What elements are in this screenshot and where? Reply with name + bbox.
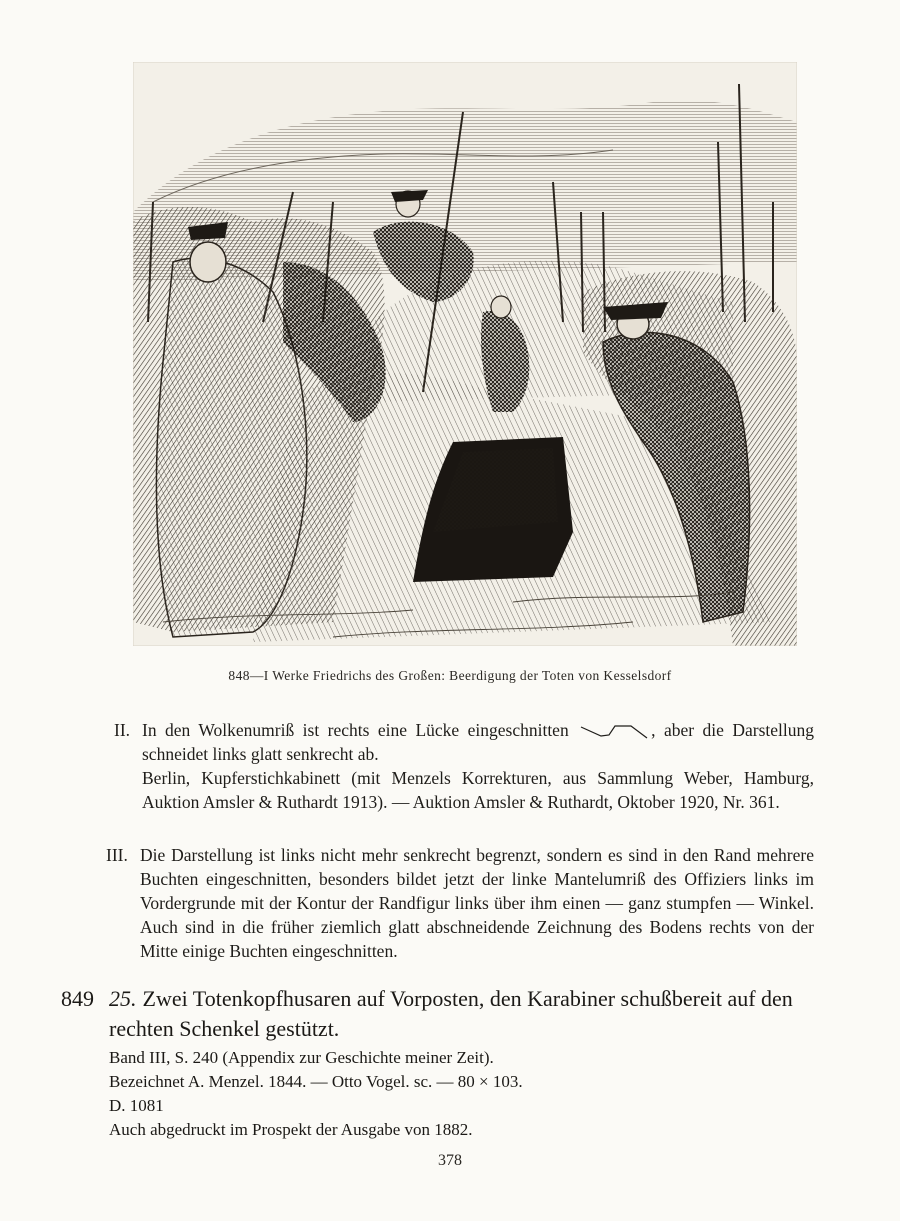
entry-title: Zwei Totenkopfhusaren auf Vorposten, den Karabiner schußbereit auf den rechten Schenkel gestützt. bbox=[109, 986, 793, 1041]
catalogue-entry-849 bbox=[61, 984, 821, 1142]
state-ii-text-before: In den Wolkenumriß ist rechts eine Lücke eingeschnitten bbox=[142, 720, 569, 740]
cloud-notch-symbol-icon bbox=[579, 724, 649, 740]
state-ii-provenance: Berlin, Kupferstichkabinett (mit Menzels Korrekturen, aus Sammlung Weber, Hamburg, Auktion Amsler & Ruthardt 1913). — Auktion Amsler & Ruthardt, Oktober 1920, Nr. 361. bbox=[142, 768, 814, 812]
state-ii-numeral: II. bbox=[114, 720, 131, 740]
entry-line: Bezeichnet A. Menzel. 1844. — Otto Vogel. sc. — 80 × 103. bbox=[109, 1072, 523, 1091]
burial-scene-engraving bbox=[133, 62, 797, 646]
state-iii-text: Die Darstellung ist links nicht mehr senkrecht begrenzt, sondern es sind in den Rand mehrere Buchten eingeschnitten, besonders bildet jetzt der linke Mantelumriß des Offiziers links im Vordergrunde mit der Kontur der Randfigur links über ihm einen — ganz stumpfen — Winkel. Auch sind in die früher ziemlich glatt abschneidende Zeichnung des Bodens rechts von der Mitte einige Buchten eingeschnitten. bbox=[140, 845, 814, 961]
entry-sub-number: 25. bbox=[109, 986, 137, 1011]
figure-caption: 848—I Werke Friedrichs des Großen: Beerdigung der Toten von Kesselsdorf bbox=[228, 668, 672, 683]
state-iii-block bbox=[106, 843, 814, 963]
state-ii-block bbox=[114, 718, 814, 814]
entry-number: 849 bbox=[61, 986, 94, 1011]
state-iii-numeral: III. bbox=[106, 845, 128, 865]
engraving-illustration bbox=[133, 62, 797, 646]
entry-line: D. 1081 bbox=[109, 1096, 164, 1115]
entry-line: Auch abgedruckt im Prospekt der Ausgabe von 1882. bbox=[109, 1120, 473, 1139]
entry-line: Band III, S. 240 (Appendix zur Geschichte meiner Zeit). bbox=[109, 1048, 494, 1067]
state-ii-text-after: , aber die Darstellung schneidet links glatt senkrecht ab. bbox=[142, 720, 814, 764]
page-number: 378 bbox=[438, 1152, 462, 1169]
